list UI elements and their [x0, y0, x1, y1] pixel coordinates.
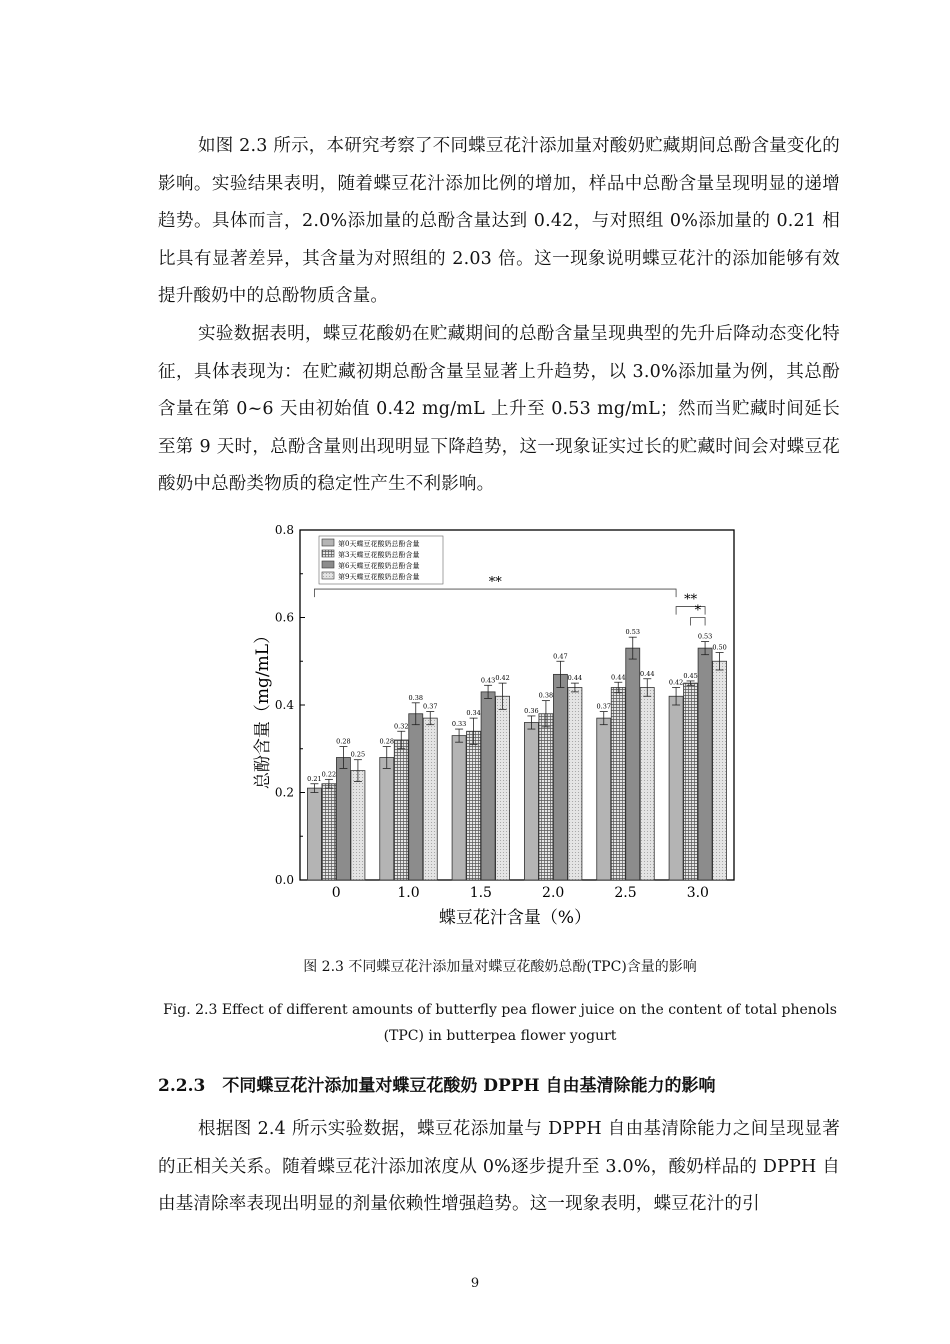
- bar-day3: [611, 688, 625, 881]
- bar-day6: [553, 674, 567, 880]
- x-tick-label: 3.0: [686, 885, 709, 901]
- legend-swatch: [322, 561, 334, 568]
- value-label: 0.25: [350, 750, 366, 759]
- bar-day0: [524, 723, 538, 881]
- y-tick-label: 0.6: [274, 610, 294, 625]
- value-label: 0.36: [524, 706, 539, 715]
- x-tick-label: 2.0: [542, 885, 565, 901]
- value-label: 0.38: [538, 691, 554, 700]
- bar-day9: [423, 718, 437, 880]
- bar-day9: [713, 661, 727, 880]
- x-tick-label: 1.5: [469, 885, 492, 901]
- bar-day6: [481, 692, 495, 880]
- value-label: 0.32: [394, 722, 409, 731]
- value-label: 0.28: [336, 737, 351, 746]
- bar-day6: [409, 714, 423, 880]
- figure-caption-en: Fig. 2.3 Effect of different amounts of butterfly pea flower juice on the content of total phenols (TPC) in butterpea flower yogurt: [163, 1002, 837, 1044]
- value-label: 0.37: [596, 702, 611, 711]
- page-number: 9: [470, 1276, 480, 1291]
- y-tick-label: 0.8: [274, 523, 294, 537]
- y-axis-label: 总酚含量（mg/mL）: [253, 626, 273, 790]
- bar-day3: [684, 683, 698, 880]
- bar-day9: [496, 696, 510, 880]
- x-axis-label: 蝶豆花汁含量（%）: [438, 908, 592, 928]
- legend-entry: 第3天蝶豆花酸奶总酚含量: [338, 551, 420, 559]
- value-label: 0.34: [466, 709, 481, 718]
- value-label: 0.47: [553, 652, 568, 661]
- value-label: 0.44: [640, 669, 655, 678]
- x-tick-label: 2.5: [614, 885, 637, 901]
- value-label: 0.44: [567, 674, 583, 683]
- bar-day0: [307, 788, 321, 880]
- value-label: 0.42: [668, 678, 684, 687]
- bar-day6: [336, 758, 350, 881]
- x-tick-label: 0: [331, 885, 341, 901]
- legend-swatch: [322, 550, 334, 557]
- bar-day3: [467, 731, 481, 880]
- value-label: 0.45: [683, 671, 698, 680]
- section-heading: 2.2.3 不同蝶豆花汁添加量对蝶豆花酸奶 DPPH 自由基清除能力的影响: [158, 1076, 716, 1096]
- bar-day9: [351, 771, 365, 880]
- bar-day0: [669, 696, 683, 880]
- bar-day0: [452, 736, 466, 880]
- bar-day9: [568, 688, 582, 881]
- bar-day0: [597, 718, 611, 880]
- y-tick-label: 0.4: [274, 698, 294, 712]
- y-tick-label: 0.0: [274, 873, 294, 887]
- significance-bracket: [691, 618, 706, 626]
- value-label: 0.28: [379, 737, 394, 746]
- y-tick-label: 0.2: [274, 785, 294, 800]
- bar-day6: [698, 648, 712, 880]
- paragraph-3: 根据图 2.4 所示实验数据，蝶豆花添加量与 DPPH 自由基清除能力之间呈现显著的正相关关系。随着蝶豆花汁添加浓度从 0%逐步提升至 3.0%，酸奶样品的 DPPH 自由基清除率表现出明显的剂量依赖性增强趋势。这一现象表明，蝶豆花汁的引: [158, 1119, 840, 1214]
- legend-swatch: [322, 572, 334, 579]
- value-label: 0.38: [408, 693, 423, 702]
- significance-marker: **: [684, 592, 698, 608]
- value-label: 0.21: [307, 774, 322, 783]
- bar-day3: [539, 714, 553, 880]
- x-tick-label: 1.0: [397, 885, 420, 901]
- bar-day3: [394, 740, 408, 880]
- bar-day0: [380, 758, 394, 881]
- bar-day6: [626, 648, 640, 880]
- value-label: 0.33: [451, 720, 467, 729]
- value-label: 0.53: [625, 628, 640, 637]
- significance-marker: *: [694, 603, 702, 619]
- significance-bracket: [314, 589, 676, 597]
- value-label: 0.53: [697, 632, 713, 641]
- figure-caption-cn: 图 2.3 不同蝶豆花汁添加量对蝶豆花酸奶总酚(TPC)含量的影响: [303, 959, 697, 975]
- tpc-bar-chart: [238, 518, 750, 938]
- bar-day3: [322, 784, 336, 880]
- bar-day9: [640, 688, 654, 881]
- value-label: 0.37: [423, 702, 438, 711]
- legend-swatch: [322, 539, 334, 546]
- legend-entry: 第0天蝶豆花酸奶总酚含量: [338, 540, 420, 548]
- legend-entry: 第6天蝶豆花酸奶总酚含量: [338, 562, 420, 570]
- paragraph-1: 如图 2.3 所示，本研究考察了不同蝶豆花汁添加量对酸奶贮藏期间总酚含量变化的影响。实验结果表明，随着蝶豆花汁添加比例的增加，样品中总酚含量呈现明显的递增趋势。具体而言，2.0%添加量的总酚含量达到 0.42，与对照组 0%添加量的 0.21 相比具有显著差异，其含量为对照组的 2.03 倍。这一现象说明蝶豆花汁的添加能够有效提升酸奶中的总酚物质含量。: [158, 136, 840, 306]
- value-label: 0.44: [611, 673, 626, 682]
- paragraph-2: 实验数据表明，蝶豆花酸奶在贮藏期间的总酚含量呈现典型的先升后降动态变化特征，具体表现为：在贮藏初期总酚含量呈显著上升趋势，以 3.0%添加量为例，其总酚含量在第 0~6 天由初始值 0.42 mg/mL 上升至 0.53 mg/mL；然而当贮藏时间延长至第 9 天时，总酚含量则出现明显下降趋势，这一现象证实过长的贮藏时间会对蝶豆花酸奶中总酚类物质的稳定性产生不利影响。: [158, 324, 840, 494]
- value-label: 0.42: [495, 674, 510, 683]
- value-label: 0.50: [712, 643, 727, 652]
- legend-entry: 第9天蝶豆花酸奶总酚含量: [338, 573, 420, 581]
- significance-marker: **: [488, 575, 502, 591]
- value-label: 0.43: [480, 676, 496, 685]
- value-label: 0.22: [321, 770, 337, 779]
